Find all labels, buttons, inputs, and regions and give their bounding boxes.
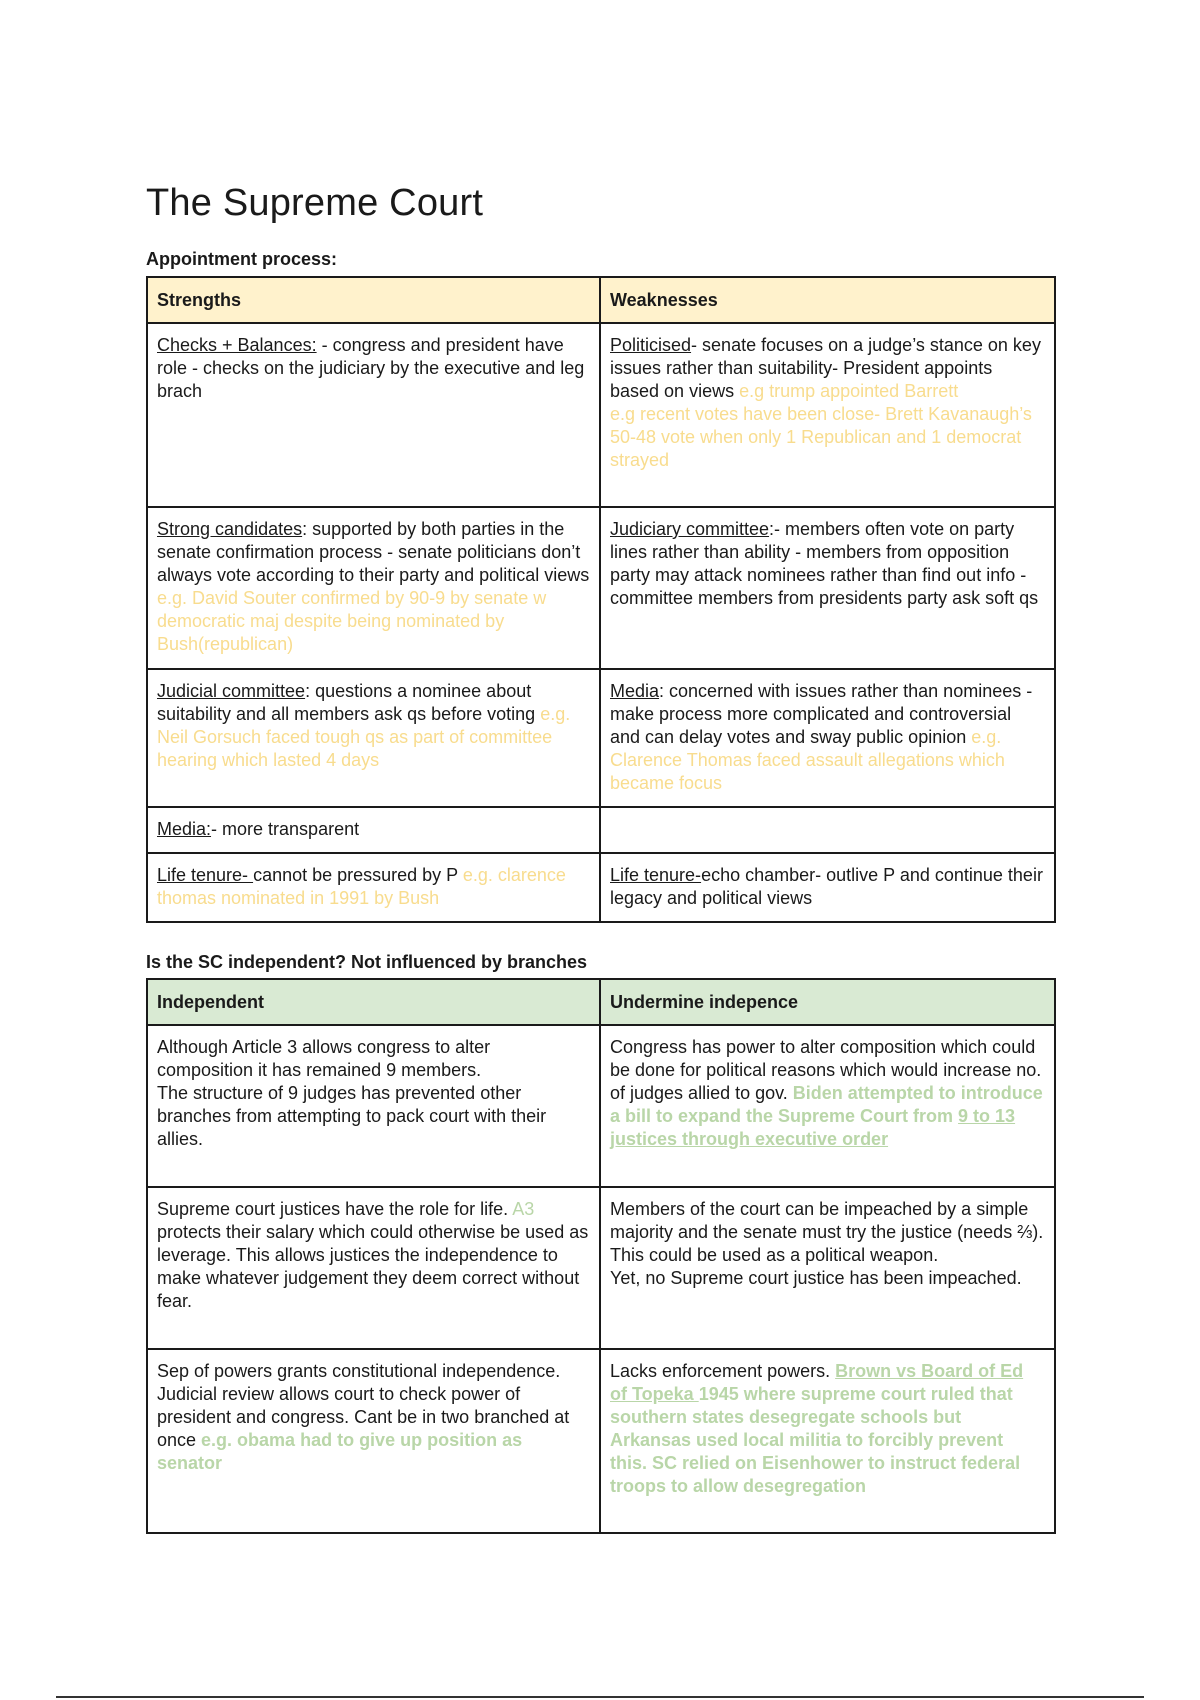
undermine-cell: Lacks enforcement powers. Brown vs Board of Ed of Topeka 1945 where supreme court ruled that southern states desegregate schools but Arkansas used local militia to forcibly prevent this. SC relied on Eisenhower to instruct federal troops to allow desegregation xyxy=(600,1349,1055,1533)
table-row xyxy=(147,807,1055,853)
table-header-row xyxy=(147,277,1055,323)
strength-cell: Life tenure- cannot be pressured by P e.g. clarence thomas nominated in 1991 by Bush xyxy=(147,853,600,922)
table-header-row xyxy=(147,979,1055,1025)
independent-cell: Sep of powers grants constitutional independence. Judicial review allows court to check power of president and congress. Cant be in two branched at once e.g. obama had to give up position as senator xyxy=(147,1349,600,1533)
table-row xyxy=(147,1349,1055,1533)
table-row xyxy=(147,1025,1055,1187)
weakness-cell-empty xyxy=(600,807,1055,853)
table-row xyxy=(147,853,1055,922)
weakness-cell: Judiciary committee:- members often vote on party lines rather than ability - members from opposition party may attack nominees rather than find out info - committee members from presidents party ask soft qs xyxy=(600,507,1055,669)
undermine-cell: Members of the court can be impeached by a simple majority and the senate must try the justice (needs ⅔). This could be used as a political weapon. Yet, no Supreme court justice has been impeached. xyxy=(600,1187,1055,1349)
appointment-table xyxy=(146,276,1056,923)
page-title: The Supreme Court xyxy=(146,182,484,224)
undermine-header: Undermine indepence xyxy=(600,979,1055,1025)
weakness-cell: Life tenure-echo chamber- outlive P and continue their legacy and political views xyxy=(600,853,1055,922)
undermine-cell: Congress has power to alter composition which could be done for political reasons which would increase no. of judges allied to gov. Biden attempted to introduce a bill to expand the Supreme Court from 9 to 13 justices through executive order xyxy=(600,1025,1055,1187)
table-row xyxy=(147,1187,1055,1349)
strength-cell: Strong candidates: supported by both parties in the senate confirmation process - senate politicians don’t always vote according to their party and political views e.g. David Souter confirmed by 90-9 by senate w democratic maj despite being nominated by Bush(republican) xyxy=(147,507,600,669)
independence-table xyxy=(146,978,1056,1534)
independent-cell: Although Article 3 allows congress to alter composition it has remained 9 members. The structure of 9 judges has prevented other branches from attempting to pack court with their allies. xyxy=(147,1025,600,1187)
weaknesses-header: Weaknesses xyxy=(600,277,1055,323)
independence-heading: Is the SC independent? Not influenced by branches xyxy=(146,952,588,972)
strength-cell: Checks + Balances: - congress and president have role - checks on the judiciary by the executive and leg brach xyxy=(147,323,600,507)
table-row xyxy=(147,507,1055,669)
page-divider xyxy=(56,1696,1144,1698)
independent-header: Independent xyxy=(147,979,600,1025)
strength-cell: Judicial committee: questions a nominee about suitability and all members ask qs before voting e.g. Neil Gorsuch faced tough qs as part of committee hearing which lasted 4 days xyxy=(147,669,600,807)
strengths-header: Strengths xyxy=(147,277,600,323)
independent-cell: Supreme court justices have the role for life. A3 protects their salary which could otherwise be used as leverage. This allows justices the independence to make whatever judgement they deem correct without fear. xyxy=(147,1187,600,1349)
weakness-cell: Politicised- senate focuses on a judge’s stance on key issues rather than suitability- President appoints based on views e.g trump appointed Barrett e.g recent votes have been close- Brett Kavanaugh’s 50-48 vote when only 1 Republican and 1 democrat strayed xyxy=(600,323,1055,507)
weakness-cell: Media: concerned with issues rather than nominees - make process more complicated and controversial and can delay votes and sway public opinion e.g. Clarence Thomas faced assault allegations which became focus xyxy=(600,669,1055,807)
appointment-heading: Appointment process: xyxy=(146,249,338,269)
table-row xyxy=(147,323,1055,507)
table-row xyxy=(147,669,1055,807)
strength-cell: Media:- more transparent xyxy=(147,807,600,853)
